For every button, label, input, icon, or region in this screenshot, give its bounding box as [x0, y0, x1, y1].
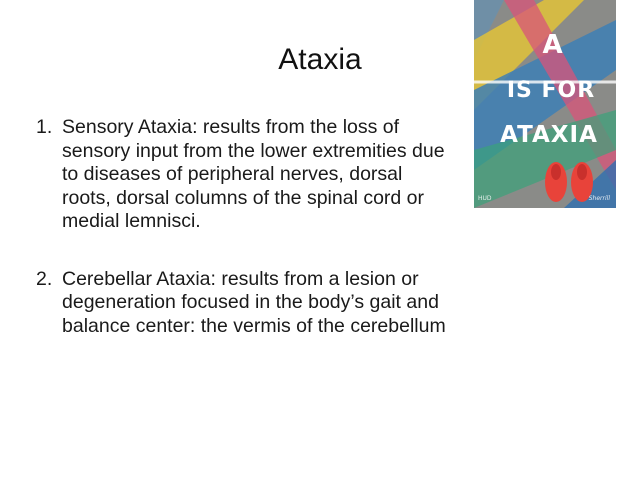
photo-corner-left-text: HUD — [478, 195, 492, 202]
list-item-text: Sensory Ataxia: results from the loss of sensory input from the lower extremities due to diseases of peripheral nerves, dorsal roots, dorsal columns of the spinal cord or medial lemnisci. — [62, 116, 445, 232]
list-item-sensory-ataxia — [36, 116, 456, 234]
ataxia-photo — [474, 0, 616, 208]
photo-watermark: Sherrill — [588, 195, 610, 202]
slide-title: Ataxia — [278, 43, 362, 76]
list-item-cerebellar-ataxia — [36, 268, 456, 339]
list-number: 2. — [36, 267, 53, 290]
list-item-text: Cerebellar Ataxia: results from a lesion or degeneration focused in the body’s gait and balance center: the vermis of the cerebellum — [62, 267, 446, 337]
slide-body — [36, 116, 456, 338]
list-number: 1. — [36, 116, 53, 138]
photo-text-line-3: ATAXIA — [500, 122, 598, 148]
photo-text-line-1: A — [542, 30, 564, 60]
photo-text-line-2: IS FOR — [506, 78, 596, 103]
